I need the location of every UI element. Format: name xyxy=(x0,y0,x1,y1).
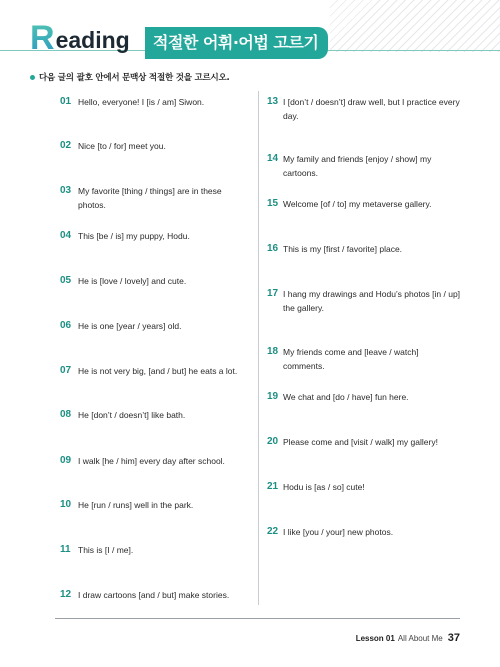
brand-logo xyxy=(30,19,130,57)
question-text: Hello, everyone! I [is / am] Siwon. xyxy=(78,97,205,107)
question-number: 03 xyxy=(60,185,72,196)
question-text: He is one [year / years] old. xyxy=(78,321,182,331)
question-number: 05 xyxy=(60,275,72,286)
question-item xyxy=(267,197,462,211)
question-item xyxy=(267,287,462,315)
question-text: We chat and [do / have] fun here. xyxy=(283,392,409,402)
question-text: Please come and [visit / walk] my gallery! xyxy=(283,437,438,447)
column-divider xyxy=(258,91,259,605)
question-number: 21 xyxy=(267,481,279,492)
question-number: 19 xyxy=(267,391,279,402)
question-number: 08 xyxy=(60,409,72,420)
question-item xyxy=(60,588,250,602)
bullet-icon xyxy=(30,75,35,80)
question-number: 10 xyxy=(60,499,72,510)
question-number: 16 xyxy=(267,243,279,254)
section-title: 적절한 어휘·어법 고르기 xyxy=(145,27,328,59)
page-number: 37 xyxy=(447,632,460,644)
question-number: 06 xyxy=(60,320,72,331)
question-item xyxy=(60,408,250,422)
question-item xyxy=(60,454,250,468)
question-item xyxy=(60,319,250,333)
question-text: He [run / runs] well in the park. xyxy=(78,500,194,510)
question-number: 02 xyxy=(60,140,72,151)
question-item xyxy=(60,498,250,512)
question-number: 13 xyxy=(267,96,279,107)
instruction-text: 다음 글의 괄호 안에서 문맥상 적절한 것을 고르시오. xyxy=(39,73,230,83)
question-text: Nice [to / for] meet you. xyxy=(78,141,166,151)
question-number: 18 xyxy=(267,346,279,357)
question-text: This is my [first / favorite] place. xyxy=(283,244,403,254)
question-item xyxy=(60,274,250,288)
question-item xyxy=(60,364,250,378)
question-item xyxy=(60,184,250,212)
page-footer xyxy=(356,632,460,644)
question-number: 07 xyxy=(60,365,72,376)
question-number: 20 xyxy=(267,436,279,447)
question-item xyxy=(60,139,250,153)
question-text: I draw cartoons [and / but] make stories. xyxy=(78,590,230,600)
brand-word: eading xyxy=(55,27,130,53)
question-number: 11 xyxy=(60,544,71,555)
question-item xyxy=(267,390,462,404)
question-item xyxy=(267,525,462,539)
question-text: I [don’t / doesn’t] draw well, but I practice every day. xyxy=(283,97,460,121)
question-item xyxy=(267,345,462,373)
question-number: 22 xyxy=(267,526,279,537)
question-text: Hodu is [as / so] cute! xyxy=(283,482,365,492)
question-text: I hang my drawings and Hodu’s photos [in / up] the gallery. xyxy=(283,289,461,313)
question-text: He [don’t / doesn’t] like bath. xyxy=(78,410,186,420)
question-item xyxy=(267,242,462,256)
question-item xyxy=(60,543,250,557)
brand-initial: R xyxy=(30,19,55,57)
question-number: 15 xyxy=(267,198,279,209)
question-number: 04 xyxy=(60,230,72,241)
question-text: He is not very big, [and / but] he eats a lot. xyxy=(78,366,238,376)
question-number: 09 xyxy=(60,455,72,466)
question-item xyxy=(267,435,462,449)
question-text: My friends come and [leave / watch] comments. xyxy=(283,347,419,371)
lesson-number: Lesson 01 xyxy=(355,634,395,643)
question-text: My favorite [thing / things] are in these photos. xyxy=(78,186,222,210)
question-text: I walk [he / him] every day after school. xyxy=(78,456,225,466)
question-text: Welcome [of / to] my metaverse gallery. xyxy=(283,199,432,209)
instruction xyxy=(30,71,230,83)
question-number: 14 xyxy=(267,153,279,164)
question-text: He is [love / lovely] and cute. xyxy=(78,276,187,286)
question-item xyxy=(60,95,250,109)
question-item xyxy=(60,229,250,243)
footer-rule xyxy=(55,618,460,619)
question-number: 12 xyxy=(60,589,72,600)
question-text: This is [I / me]. xyxy=(78,545,134,555)
question-item xyxy=(267,95,462,123)
question-text: My family and friends [enjoy / show] my cartoons. xyxy=(283,154,432,178)
header-pattern xyxy=(330,0,500,52)
question-number: 01 xyxy=(60,96,72,107)
question-text: This [be / is] my puppy, Hodu. xyxy=(78,231,190,241)
question-text: I like [you / your] new photos. xyxy=(283,527,394,537)
question-item xyxy=(267,152,462,180)
lesson-title: All About Me xyxy=(397,634,443,643)
question-item xyxy=(267,480,462,494)
question-number: 17 xyxy=(267,288,279,299)
